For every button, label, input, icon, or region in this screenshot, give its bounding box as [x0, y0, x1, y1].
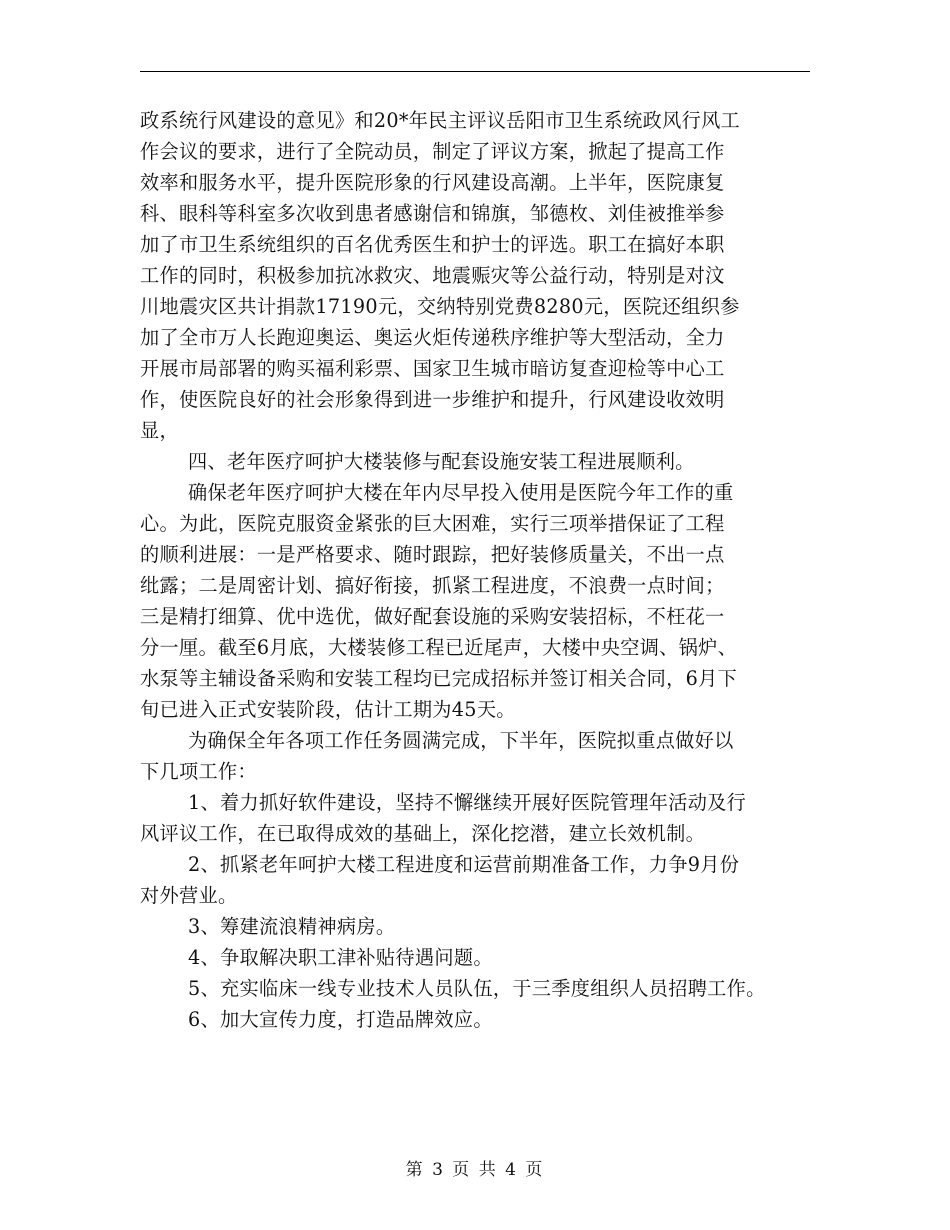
text-line: 纰露；二是周密计划、搞好衔接，抓紧工程进度，不浪费一点时间；	[140, 574, 725, 597]
text-line: 1、着力抓好软件建设，坚持不懈继续开展好医院管理年活动及行	[188, 791, 747, 814]
text-line: 开展市局部署的购买福利彩票、国家卫生城市暗访复查迎检等中心工	[140, 357, 725, 380]
text-line: 为确保全年各项工作任务圆满完成，下半年，医院拟重点做好以	[188, 729, 734, 752]
text-line: 6、加大宣传力度，打造品牌效应。	[188, 1008, 493, 1031]
text-line: 下几项工作：	[140, 760, 257, 783]
text-line: 对外营业。	[140, 884, 238, 907]
header-rule	[140, 71, 810, 72]
text-line: 三是精打细算、优中选优，做好配套设施的采购安装招标，不枉花一	[140, 605, 725, 628]
text-line: 川地震灾区共计捐款17190元，交纳特别党费8280元，医院还组织参	[140, 295, 740, 318]
text-line: 效率和服务水平，提升医院形象的行风建设高潮。上半年，医院康复	[140, 171, 725, 194]
text-line: 旬已进入正式安装阶段，估计工期为45天。	[140, 698, 516, 721]
body-text	[140, 105, 830, 1035]
text-line: 加了市卫生系统组织的百名优秀医生和护士的评选。职工在搞好本职	[140, 233, 725, 256]
text-line: 工作的同时，积极参加抗冰救灾、地震赈灾等公益行动，特别是对汶	[140, 264, 725, 287]
text-line: 加了全市万人长跑迎奥运、奥运火炬传递秩序维护等大型活动，全力	[140, 326, 725, 349]
text-line: 分一厘。截至6月底，大楼装修工程已近尾声，大楼中央空调、锅炉、	[140, 636, 738, 659]
text-line: 4、争取解决职工津补贴待遇问题。	[188, 946, 493, 969]
text-line: 2、抓紧老年呵护大楼工程进度和运营前期准备工作，力争9月份	[188, 853, 740, 876]
text-line: 科、眼科等科室多次收到患者感谢信和锦旗，邹德枚、刘佳被推举参	[140, 202, 725, 225]
text-line: 确保老年医疗呵护大楼在年内尽早投入使用是医院今年工作的重	[188, 481, 734, 504]
text-line: 3、筹建流浪精神病房。	[188, 915, 396, 938]
page-footer: 第 3 页 共 4 页	[405, 1160, 545, 1180]
text-line: 风评议工作，在已取得成效的基础上，深化挖潜，建立长效机制。	[140, 822, 706, 845]
text-line: 水泵等主辅设备采购和安装工程均已完成招标并签订相关合同，6月下	[140, 667, 738, 690]
text-line: 5、充实临床一线专业技术人员队伍，于三季度组织人员招聘工作。	[188, 977, 766, 1000]
text-line: 作会议的要求，进行了全院动员，制定了评议方案，掀起了提高工作	[140, 140, 725, 163]
text-line: 心。为此，医院克服资金紧张的巨大困难，实行三项举措保证了工程	[140, 512, 725, 535]
text-line: 作，使医院良好的社会形象得到进一步维护和提升，行风建设收效明	[140, 388, 725, 411]
text-line: 四、老年医疗呵护大楼装修与配套设施安装工程进展顺利。	[188, 450, 695, 473]
text-line: 政系统行风建设的意见》和20*年民主评议岳阳市卫生系统政风行风工	[140, 109, 741, 132]
text-line: 显，	[140, 419, 179, 442]
text-line: 的顺利进展：一是严格要求、随时跟踪，把好装修质量关，不出一点	[140, 543, 725, 566]
